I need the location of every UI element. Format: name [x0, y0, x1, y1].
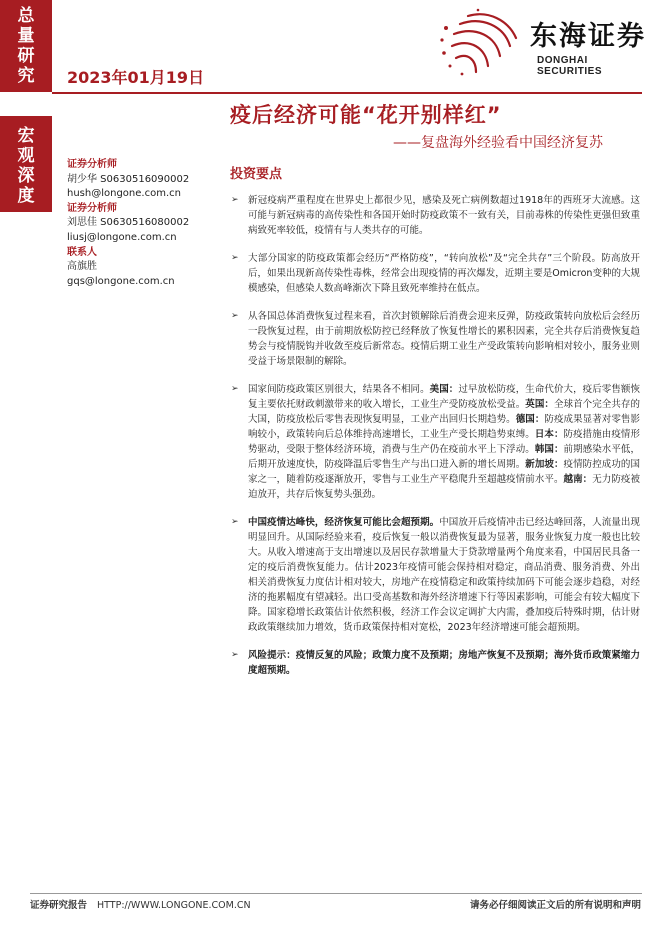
header-divider: [52, 92, 642, 94]
key-point-text: 国家间防疫政策区别很大，结果各不相同。: [248, 384, 430, 395]
logo-text-en: DONGHAI SECURITIES: [537, 55, 603, 77]
footer-left: [30, 897, 251, 911]
key-point-text: 从各国总体消费恢复过程来看，首次封锁解除后消费会迎来反弹，防疫政策转向放松后会经历一段恢复过程，由于前期放松防控已经释放了恢复性增长的累积因素，完全共存后消费恢复趋势会与疫情脱钩并收敛至疫后新常态。疫情后期工业生产受政策转向影响相对较小，服务业则受益于场景限制的解除。: [248, 311, 640, 367]
analyst-panel: [67, 158, 227, 289]
country-label-jp: 日本：: [534, 429, 564, 440]
key-point-item: [228, 251, 640, 296]
country-text-de: 防疫成果显著对零售影响较小，政策转向后总体维持高速增长，工业生产受长期趋势束缚。: [248, 414, 640, 440]
company-logo: [438, 8, 648, 78]
report-subtitle: ——复盘海外经验看中国经济复苏: [393, 135, 603, 151]
analyst-name: 胡少华 S0630516090002: [67, 173, 190, 185]
bullet-arrow-icon: ➢: [231, 253, 239, 263]
bullet-arrow-icon: ➢: [231, 311, 239, 321]
country-text-kr: 前期感染水平低，后期开放速度快，防疫降温后零售生产与出口进入新的增长周期。: [248, 444, 640, 470]
risk-text: 疫情反复的风险；政策力度不及预期；房地产恢复不及预期；海外货币政策紧缩力度超预期。: [248, 650, 640, 676]
country-label-sg: 新加坡：: [525, 459, 564, 470]
risk-label: 风险提示：: [248, 650, 296, 661]
seal-emblem-icon: [438, 8, 524, 78]
key-point-text: 中国放开后疫情冲击已经达峰回落，人流量出现明显回升。从国际经验来看，疫后恢复一般以消费恢复最为显著，服务业恢复力度一般也比较大。从收入增速高于支出增速以及居民存款增量大于贷款增量两个角度来看，中国居民具备一定的疫后消费恢复能力。估计2023年疫情可能会保持相对稳定，商品消费、服务消费、外出相关消费恢复力度估计相对较大，房地产在疫情稳定和政策持续加码下可能会逐步趋稳，对经济的拖累幅度有望减轻。出口受高基数和海外经济增速下行等因素影响，可能会有较大幅度下降。国家稳增长政策估计依然积极，经济工作会议定调扩大内需，叠加疫后特殊时期，估计财政政策继续加力增效，货币政策保持相对宽松，2023年经济增速可能会超预期。: [248, 517, 640, 633]
key-point-item: [228, 382, 640, 502]
key-point-item: [228, 309, 640, 369]
key-points-heading: 投资要点: [230, 167, 283, 182]
key-point-text: 大部分国家的防疫政策都会经历“严格防疫”，“转向放松”及“完全共存”三个阶段。防高放开后，如果出现新高传染性毒株，经常会出现疫情的再次爆发，近期主要是Omicron变种的大规模感染，但感染人数高峰渐次下降且致死率维持在低点。: [248, 253, 640, 294]
sidebar-category-label: 总量研究: [17, 6, 35, 86]
sidebar-section-block: [0, 116, 52, 212]
country-text-vn: 无力防疫被迫放开，共存后恢复势头强劲。: [248, 474, 640, 500]
key-point-text: 新冠疫病严重程度在世界史上都很少见，感染及死亡病例数超过1918年的西班牙大流感。这可能与新冠病毒的高传染性和各国开始时防疫政策不一致有关，目前毒株的传染性更强但致重病致死率较低，疫情有与人类共存的可能。: [248, 195, 640, 236]
key-point-item: [228, 515, 640, 635]
country-text-us: 过早放松防疫，生命代价大，疫后零售额恢复主要依托财政刺激带来的收入增长，工业生产受防疫放松受益。: [248, 384, 640, 410]
country-label-de: 德国：: [515, 414, 545, 425]
country-label-kr: 韩国：: [534, 444, 564, 455]
sidebar-category-block: [0, 0, 52, 92]
contact-name: 高旗胜: [67, 261, 97, 273]
contact-email: gqs@longone.com.cn: [67, 275, 175, 287]
analyst-email: liusj@longone.com.cn: [67, 231, 177, 243]
country-label-uk: 英国：: [525, 399, 554, 410]
country-label-vn: 越南：: [563, 474, 593, 485]
key-point-lead: 中国疫情达峰快，经济恢复可能比会超预期。: [248, 517, 440, 528]
footer-url[interactable]: HTTP://WWW.LONGONE.COM.CN: [97, 900, 251, 911]
country-text-uk: 全球首个完全共存的大国，防疫放松后零售表现恢复明显，工业产出回归长期趋势。: [248, 399, 640, 425]
analyst-role: 证券分析师: [67, 202, 117, 214]
key-point-item: [228, 648, 640, 678]
analyst-email: hush@longone.com.cn: [67, 188, 181, 200]
analyst-role: 证券分析师: [67, 159, 117, 170]
contact-role: 联系人: [67, 246, 97, 258]
analyst-name: 刘思佳 S0630516080002: [67, 217, 190, 229]
key-point-item: [228, 193, 640, 238]
key-points-list: [228, 193, 640, 691]
report-date: 2023年01月19日: [67, 68, 205, 87]
logo-text-cn: 东海证券: [530, 21, 646, 52]
country-label-us: 美国：: [429, 384, 459, 395]
bullet-arrow-icon: ➢: [231, 384, 239, 394]
footer-report-label: 证券研究报告: [30, 900, 88, 911]
bullet-arrow-icon: ➢: [231, 195, 239, 205]
country-text-jp: 防疫措施由疫情形势驱动，受限于整体经济环境，消费与生产仍在疫前水平上下浮动。: [248, 429, 640, 455]
bullet-arrow-icon: ➢: [231, 650, 239, 660]
footer-disclaimer: 请务必仔细阅读正文后的所有说明和声明: [469, 900, 641, 911]
country-text-sg: 疫情防控成功的国家之一，随着防疫逐渐放开，零售与工业生产平稳爬升至超越疫情前水平。: [248, 459, 640, 485]
report-title: 疫后经济可能“花开别样红”: [230, 103, 502, 127]
footer-divider: [30, 893, 642, 894]
sidebar-section-label: 宏观深度: [17, 126, 35, 206]
bullet-arrow-icon: ➢: [231, 517, 239, 527]
